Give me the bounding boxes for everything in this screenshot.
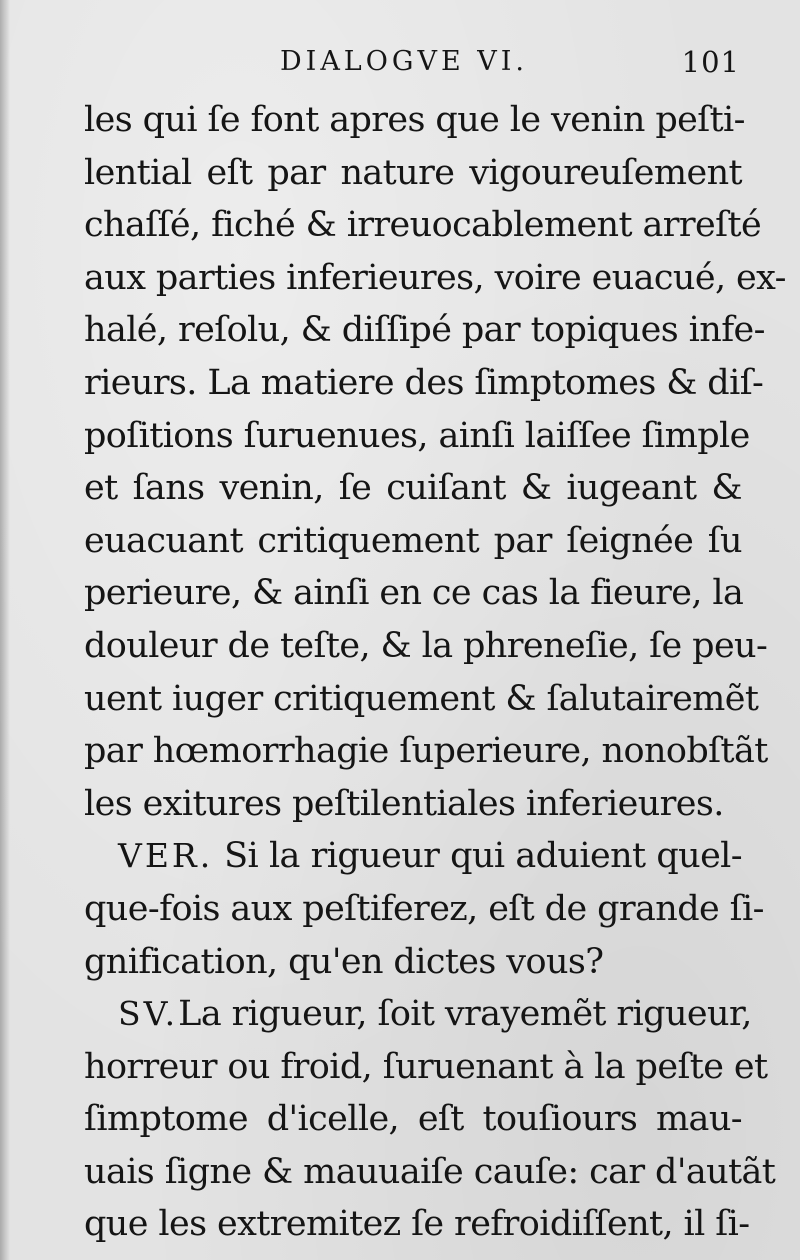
text-line: rieurs. La matiere des ſimptomes & diſ-	[84, 362, 764, 403]
text-line: halé, reſolu, & diſſipé par topiques infe-	[84, 310, 765, 351]
text-line: les exitures peſtilentiales inferieures.	[84, 783, 724, 824]
text-line: poſitions ſuruenues, ainſi laiſſee ſimple	[84, 415, 750, 456]
speaker-su: SV.	[118, 994, 179, 1034]
text-line: uais ſigne & mauuaiſe cauſe: car d'autãt	[84, 1151, 776, 1192]
text-line: lential eſt par nature vigoureuſement	[84, 152, 742, 193]
text-line: La rigueur, ſoit vrayemẽt rigueur,	[178, 994, 752, 1035]
text-line: par hœmorrhagie ſuperieure, nonobſtãt	[84, 731, 768, 772]
text-line: euacuant critiquement par ſeignée ſu	[84, 520, 742, 561]
speaker-ver: VER.	[118, 836, 214, 876]
text-line: chaſſé, fiché & irreuocablement arreſté	[84, 205, 762, 246]
running-head: DIALOGVE VI.	[280, 46, 528, 77]
ver-paragraph-first-line	[84, 830, 742, 883]
page-header	[280, 42, 740, 82]
text-line: horreur ou froid, ſuruenant à la peſte et	[84, 1046, 768, 1087]
text-line: que les extremitez ſe refroidiſſent, il ſi-	[84, 1204, 750, 1245]
text-line: les qui ſe font apres que le venin peſti-	[84, 100, 745, 140]
text-line: aux parties inferieures, voire euacué, ex-	[84, 257, 786, 298]
text-line: gnification, qu'en dictes vous?	[84, 941, 604, 982]
text-line: et ſans venin, ſe cuiſant & iugeant &	[84, 468, 742, 509]
su-paragraph-first-line	[84, 988, 752, 1041]
text-line: uent iuger critiquement & ſalutairemẽt	[84, 678, 759, 719]
text-block	[84, 94, 786, 1251]
text-line: Si la rigueur qui aduient quel-	[224, 836, 743, 877]
page-number: 101	[681, 45, 740, 79]
text-line: perieure, & ainſi en ce cas la fieure, la	[84, 573, 744, 614]
text-line: douleur de teſte, & la phreneſie, ſe peu-	[84, 625, 768, 666]
text-line: que-fois aux peſtiferez, eſt de grande ſi-	[84, 888, 764, 929]
text-line: ſimptome d'icelle, eſt touſiours mau-	[84, 1099, 742, 1140]
page-edge-shadow	[0, 0, 10, 1260]
